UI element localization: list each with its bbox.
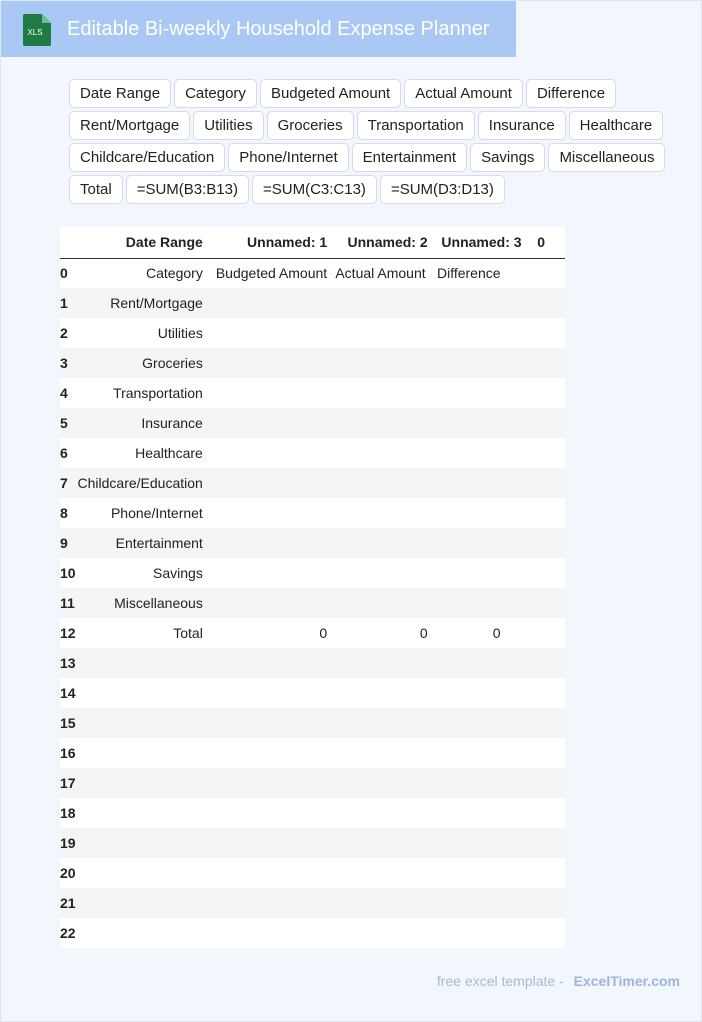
table-cell[interactable] [333,858,436,888]
field-chip[interactable]: Rent/Mortgage [69,111,190,140]
field-chips [69,79,679,204]
table-cell[interactable] [437,678,531,708]
table-cell[interactable] [333,588,436,618]
table-row [60,798,565,828]
table-cell[interactable] [333,888,436,918]
table-cell[interactable] [531,798,565,828]
table-cell[interactable] [209,558,333,588]
field-chip[interactable]: Childcare/Education [69,143,225,172]
table-cell[interactable]: 0 [333,618,436,648]
table-cell[interactable] [333,408,436,438]
row-index: 13 [60,648,78,678]
field-chip[interactable]: =SUM(C3:C13) [252,175,377,204]
field-chip[interactable]: Difference [526,79,616,108]
table-row [60,528,565,558]
table-cell[interactable] [333,738,436,768]
table-cell[interactable] [531,918,565,948]
table-cell[interactable] [333,678,436,708]
table-row [60,378,565,408]
table-cell[interactable]: Category [78,258,209,288]
table-row [60,888,565,918]
table-cell[interactable] [78,918,209,948]
table-cell[interactable] [78,708,209,738]
table-cell[interactable] [437,918,531,948]
table-cell[interactable] [78,888,209,918]
table-cell[interactable] [531,498,565,528]
data-table [60,227,565,948]
row-index: 8 [60,498,78,528]
row-index: 10 [60,558,78,588]
table-row [60,708,565,738]
column-header: 0 [531,227,565,258]
table-row [60,558,565,588]
table-cell[interactable] [333,288,436,318]
row-index: 0 [60,258,78,288]
table-row [60,678,565,708]
table-cell[interactable] [437,588,531,618]
table-row [60,618,565,648]
field-chip[interactable]: Date Range [69,79,171,108]
field-chip[interactable]: Transportation [357,111,475,140]
table-cell[interactable] [78,648,209,678]
table-cell[interactable] [437,738,531,768]
field-chip[interactable]: Actual Amount [404,79,523,108]
table-cell[interactable] [209,648,333,678]
table-cell[interactable] [531,858,565,888]
table-row [60,828,565,858]
table-cell[interactable] [78,858,209,888]
table-cell[interactable]: Transportation [78,378,209,408]
row-index: 6 [60,438,78,468]
table-cell[interactable]: Difference [437,258,531,288]
table-row [60,588,565,618]
table-cell[interactable] [333,438,436,468]
table-cell[interactable] [437,378,531,408]
table-row [60,648,565,678]
table-cell[interactable] [437,408,531,438]
table-cell[interactable]: Savings [78,558,209,588]
field-chip[interactable]: Savings [470,143,545,172]
table-cell[interactable] [437,348,531,378]
table-cell[interactable] [531,648,565,678]
table-cell[interactable] [531,618,565,648]
table-cell[interactable] [531,528,565,558]
column-header: Date Range [78,227,209,258]
table-cell[interactable]: Rent/Mortgage [78,288,209,318]
table-row [60,438,565,468]
table-row [60,918,565,948]
field-chip[interactable]: =SUM(B3:B13) [126,175,249,204]
row-index: 3 [60,348,78,378]
field-chip[interactable]: Entertainment [352,143,467,172]
table-cell[interactable] [333,918,436,948]
table-cell[interactable] [333,378,436,408]
table-cell[interactable] [531,258,565,288]
table-cell[interactable] [437,798,531,828]
table-cell[interactable] [78,828,209,858]
table-cell[interactable] [209,708,333,738]
row-index: 11 [60,588,78,618]
table-cell[interactable]: Insurance [78,408,209,438]
column-header: Unnamed: 3 [437,227,531,258]
table-cell[interactable] [333,648,436,678]
table-cell[interactable] [209,468,333,498]
table-cell[interactable] [531,378,565,408]
table-header-row [60,227,565,258]
index-header [60,227,78,258]
table-row [60,468,565,498]
table-cell[interactable] [531,888,565,918]
table-cell[interactable] [437,888,531,918]
table-cell[interactable] [531,348,565,378]
table-cell[interactable] [209,378,333,408]
data-table-container [60,227,565,948]
table-cell[interactable] [437,768,531,798]
table-cell[interactable] [209,888,333,918]
table-row [60,348,565,378]
table-cell[interactable] [333,798,436,828]
table-cell[interactable] [437,288,531,318]
table-cell[interactable] [437,528,531,558]
xls-icon-label: XLS [27,28,43,37]
table-cell[interactable] [437,858,531,888]
field-chip[interactable]: Miscellaneous [548,143,665,172]
table-cell[interactable] [78,768,209,798]
table-cell[interactable] [333,468,436,498]
row-index: 7 [60,468,78,498]
field-chip[interactable]: Category [174,79,257,108]
field-chip[interactable]: Phone/Internet [228,143,348,172]
row-index: 5 [60,408,78,438]
table-cell[interactable] [531,708,565,738]
footer-text: free excel template - [436,973,564,989]
table-cell[interactable] [209,678,333,708]
table-row [60,738,565,768]
table-cell[interactable]: Phone/Internet [78,498,209,528]
table-cell[interactable]: Budgeted Amount [209,258,333,288]
table-cell[interactable]: Total [78,618,209,648]
table-cell[interactable] [531,738,565,768]
table-cell[interactable] [209,828,333,858]
column-header: Unnamed: 2 [333,227,436,258]
field-chip[interactable]: Healthcare [569,111,664,140]
field-chip[interactable]: Budgeted Amount [260,79,401,108]
table-cell[interactable] [437,468,531,498]
page-title: Editable Bi-weekly Household Expense Planner [67,18,490,40]
table-cell[interactable] [209,738,333,768]
table-cell[interactable] [333,708,436,738]
table-cell[interactable] [531,678,565,708]
table-cell[interactable] [531,558,565,588]
table-cell[interactable]: Groceries [78,348,209,378]
table-row [60,408,565,438]
table-cell[interactable] [209,438,333,468]
table-cell[interactable] [531,468,565,498]
table-cell[interactable] [437,648,531,678]
table-cell[interactable] [209,408,333,438]
row-index: 14 [60,678,78,708]
table-cell[interactable] [209,588,333,618]
table-row [60,858,565,888]
table-cell[interactable] [209,288,333,318]
table-cell[interactable] [209,798,333,828]
table-cell[interactable] [78,738,209,768]
row-index: 20 [60,858,78,888]
table-row [60,498,565,528]
table-cell[interactable]: Utilities [78,318,209,348]
table-cell[interactable] [209,858,333,888]
table-row [60,768,565,798]
field-chip[interactable]: =SUM(D3:D13) [380,175,505,204]
field-chip[interactable]: Utilities [193,111,263,140]
row-index: 9 [60,528,78,558]
field-chip[interactable]: Groceries [267,111,354,140]
row-index: 16 [60,738,78,768]
table-cell[interactable] [333,828,436,858]
table-cell[interactable] [437,708,531,738]
table-row [60,288,565,318]
row-index: 17 [60,768,78,798]
table-cell[interactable] [333,558,436,588]
field-chip[interactable]: Total [69,175,123,204]
table-cell[interactable] [531,828,565,858]
page-header [1,1,516,57]
table-cell[interactable] [333,498,436,528]
table-cell[interactable] [209,318,333,348]
row-index: 22 [60,918,78,948]
row-index: 12 [60,618,78,648]
row-index: 1 [60,288,78,318]
excel-file-icon [23,14,51,46]
table-cell[interactable] [531,288,565,318]
table-cell[interactable] [437,498,531,528]
row-index: 15 [60,708,78,738]
table-cell[interactable] [333,348,436,378]
table-cell[interactable]: Childcare/Education [78,468,209,498]
table-cell[interactable] [333,528,436,558]
table-cell[interactable] [437,438,531,468]
footer-credit [437,973,680,989]
row-index: 21 [60,888,78,918]
table-cell[interactable] [209,348,333,378]
table-cell[interactable]: 0 [209,618,333,648]
row-index: 2 [60,318,78,348]
column-header: Unnamed: 1 [209,227,333,258]
footer-brand-link[interactable]: ExcelTimer.com [573,973,680,989]
row-index: 18 [60,798,78,828]
table-cell[interactable] [209,918,333,948]
table-cell[interactable] [78,678,209,708]
table-cell[interactable]: Miscellaneous [78,588,209,618]
table-cell[interactable]: 0 [437,618,531,648]
table-cell[interactable] [531,408,565,438]
table-cell[interactable] [209,528,333,558]
table-cell[interactable]: Actual Amount [333,258,436,288]
table-cell[interactable]: Entertainment [78,528,209,558]
row-index: 19 [60,828,78,858]
table-cell[interactable] [531,438,565,468]
field-chip[interactable]: Insurance [478,111,566,140]
table-row [60,258,565,288]
row-index: 4 [60,378,78,408]
table-cell[interactable] [531,318,565,348]
table-cell[interactable] [531,768,565,798]
table-cell[interactable] [437,558,531,588]
table-row [60,318,565,348]
table-cell[interactable] [437,318,531,348]
table-cell[interactable] [531,588,565,618]
table-cell[interactable] [333,768,436,798]
table-cell[interactable] [333,318,436,348]
table-cell[interactable] [209,768,333,798]
table-cell[interactable]: Healthcare [78,438,209,468]
table-cell[interactable] [209,498,333,528]
table-cell[interactable] [78,798,209,828]
table-cell[interactable] [437,828,531,858]
